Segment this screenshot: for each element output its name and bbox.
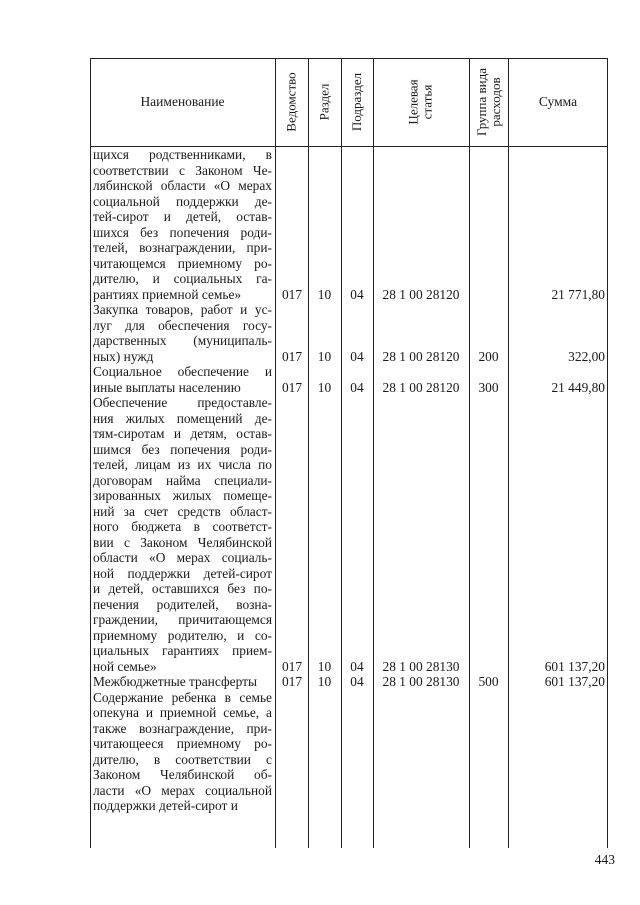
column-divider [275, 58, 276, 848]
name-line: опекуна и приемной семье, а [93, 705, 272, 720]
name-line: ных) нужд [93, 348, 154, 364]
celevaya-statya-cell: 28 1 00 28120 [382, 348, 460, 364]
name-line: ласти «О мерах социальной [93, 782, 272, 798]
header-gruppa-label [475, 68, 503, 136]
header-podrazdel [341, 58, 373, 146]
header-gruppa-line-1: Группа вида [473, 68, 489, 136]
name-line: Законом Челябинской об- [93, 767, 272, 782]
vedomstvo-cell: 017 [281, 674, 303, 689]
razdel-cell: 10 [317, 658, 332, 674]
header-celevaya-statya [373, 58, 469, 146]
podrazdel-cell: 04 [350, 348, 364, 364]
name-line: граждении, причитающемся [93, 612, 272, 627]
name-line: лябинской области «О мерах [93, 178, 272, 193]
table-right-border [607, 58, 608, 848]
razdel-cell: 10 [317, 286, 332, 302]
gruppa-cell: 500 [478, 674, 499, 689]
name-line: Социальное обеспечение и [93, 364, 272, 379]
header-vedomstvo-label: Ведомство [284, 72, 299, 132]
column-divider [308, 58, 309, 848]
name-line: соответствии с Законом Че- [93, 162, 272, 178]
name-line: также вознаграждение, при- [93, 720, 272, 736]
name-line: тям-сиротам и детям, остав- [93, 426, 272, 441]
celevaya-statya-cell: 28 1 00 28120 [382, 379, 460, 395]
name-line: поддержки детей-сирот и [93, 798, 238, 813]
name-line: шимся без попечения роди- [93, 441, 272, 457]
name-line: области «О мерах социаль- [93, 550, 272, 565]
name-line: шихся без попечения роди- [93, 224, 272, 240]
header-summa-label: Сумма [538, 94, 578, 109]
name-line: циальных гарантиях прием- [93, 643, 272, 658]
header-celevaya-statya-label [407, 79, 435, 124]
header-celevaya-line-1: Целевая [405, 79, 421, 125]
razdel-cell: 10 [317, 379, 332, 395]
name-line: ного бюджета в соответст- [93, 519, 272, 534]
name-line: ний за счет средств област- [93, 503, 272, 519]
header-razdel-label: Раздел [316, 83, 332, 121]
header-gruppa-line-2: расходов [487, 77, 503, 127]
header-celevaya-line-2: статья [419, 84, 435, 120]
celevaya-statya-cell: 28 1 00 28130 [382, 658, 460, 674]
summa-cell: 601 137,20 [544, 658, 605, 674]
gruppa-cell: 300 [478, 379, 499, 395]
summa-cell: 21 771,80 [551, 286, 605, 302]
name-line: ния жилых помещений де- [93, 410, 272, 426]
name-line: Обеспечение предоставле- [93, 395, 272, 410]
name-line: телей, вознаграждении, при- [93, 240, 272, 255]
name-line: Межбюджетные трансферты [93, 674, 257, 689]
name-line: дарственных (муниципаль- [93, 333, 272, 348]
summa-cell: 21 449,80 [551, 379, 605, 395]
name-line: дителю, в соответствии с [93, 751, 272, 767]
name-line: печения родителей, возна- [93, 596, 272, 612]
celevaya-statya-cell: 28 1 00 28130 [382, 674, 460, 689]
vedomstvo-cell: 017 [281, 379, 303, 395]
column-divider [508, 58, 509, 848]
name-column [93, 147, 272, 814]
name-line: дителю, и социальных га- [93, 271, 272, 286]
name-line: читающееся приемному ро- [93, 736, 272, 751]
gruppa-cell [469, 659, 508, 675]
name-line: договорам найма специали- [93, 472, 272, 488]
name-line: телей, лицам из их числа по [93, 457, 272, 472]
podrazdel-cell: 04 [350, 658, 364, 674]
name-line: и детей, оставшихся без по- [93, 581, 272, 596]
name-line: тей-сирот и детей, остав- [93, 209, 272, 224]
name-line: зированных жилых помеще- [93, 488, 272, 503]
column-divider [373, 58, 374, 848]
razdel-cell: 10 [317, 348, 332, 364]
vedomstvo-cell: 017 [281, 348, 303, 364]
header-name [90, 58, 275, 146]
name-line: Содержание ребенка в семье [93, 689, 272, 705]
vedomstvo-cell: 017 [281, 658, 303, 674]
column-divider [469, 58, 470, 848]
name-line: Закупка товаров, работ и ус- [93, 302, 272, 317]
razdel-cell: 10 [317, 674, 332, 689]
celevaya-statya-cell: 28 1 00 28120 [382, 286, 460, 302]
header-name-label: Наименование [140, 94, 225, 109]
header-podrazdel-label: Подраздел [349, 72, 365, 132]
header-vedomstvo [276, 58, 308, 146]
vedomstvo-cell: 017 [281, 286, 303, 302]
page-number: 443 [594, 852, 615, 867]
podrazdel-cell: 04 [350, 379, 364, 395]
name-line: читающемся приемному ро- [93, 255, 272, 271]
name-line: ной поддержки детей-сирот [93, 565, 272, 581]
name-line: ной семье» [93, 658, 157, 674]
column-divider [341, 58, 342, 848]
name-line: приемному родителю, и со- [93, 627, 272, 643]
gruppa-cell: 200 [478, 348, 499, 364]
gruppa-cell [469, 287, 508, 303]
name-line: щихся родственниками, в [93, 147, 272, 162]
header-gruppa-vida-rashodov [469, 58, 508, 146]
table-left-border [90, 58, 91, 848]
summa-cell: 601 137,20 [544, 674, 605, 689]
header-summa [508, 58, 608, 146]
name-line: рантиях приемной семье» [93, 286, 242, 302]
name-line: иные выплаты населению [93, 379, 241, 395]
name-line: социальной поддержки де- [93, 193, 272, 209]
podrazdel-cell: 04 [350, 674, 364, 689]
name-line: луг для обеспечения госу- [93, 317, 272, 333]
podrazdel-cell: 04 [350, 286, 364, 302]
summa-cell: 322,00 [568, 348, 605, 364]
name-line: вии с Законом Челябинской [93, 534, 272, 550]
header-razdel [308, 58, 341, 146]
